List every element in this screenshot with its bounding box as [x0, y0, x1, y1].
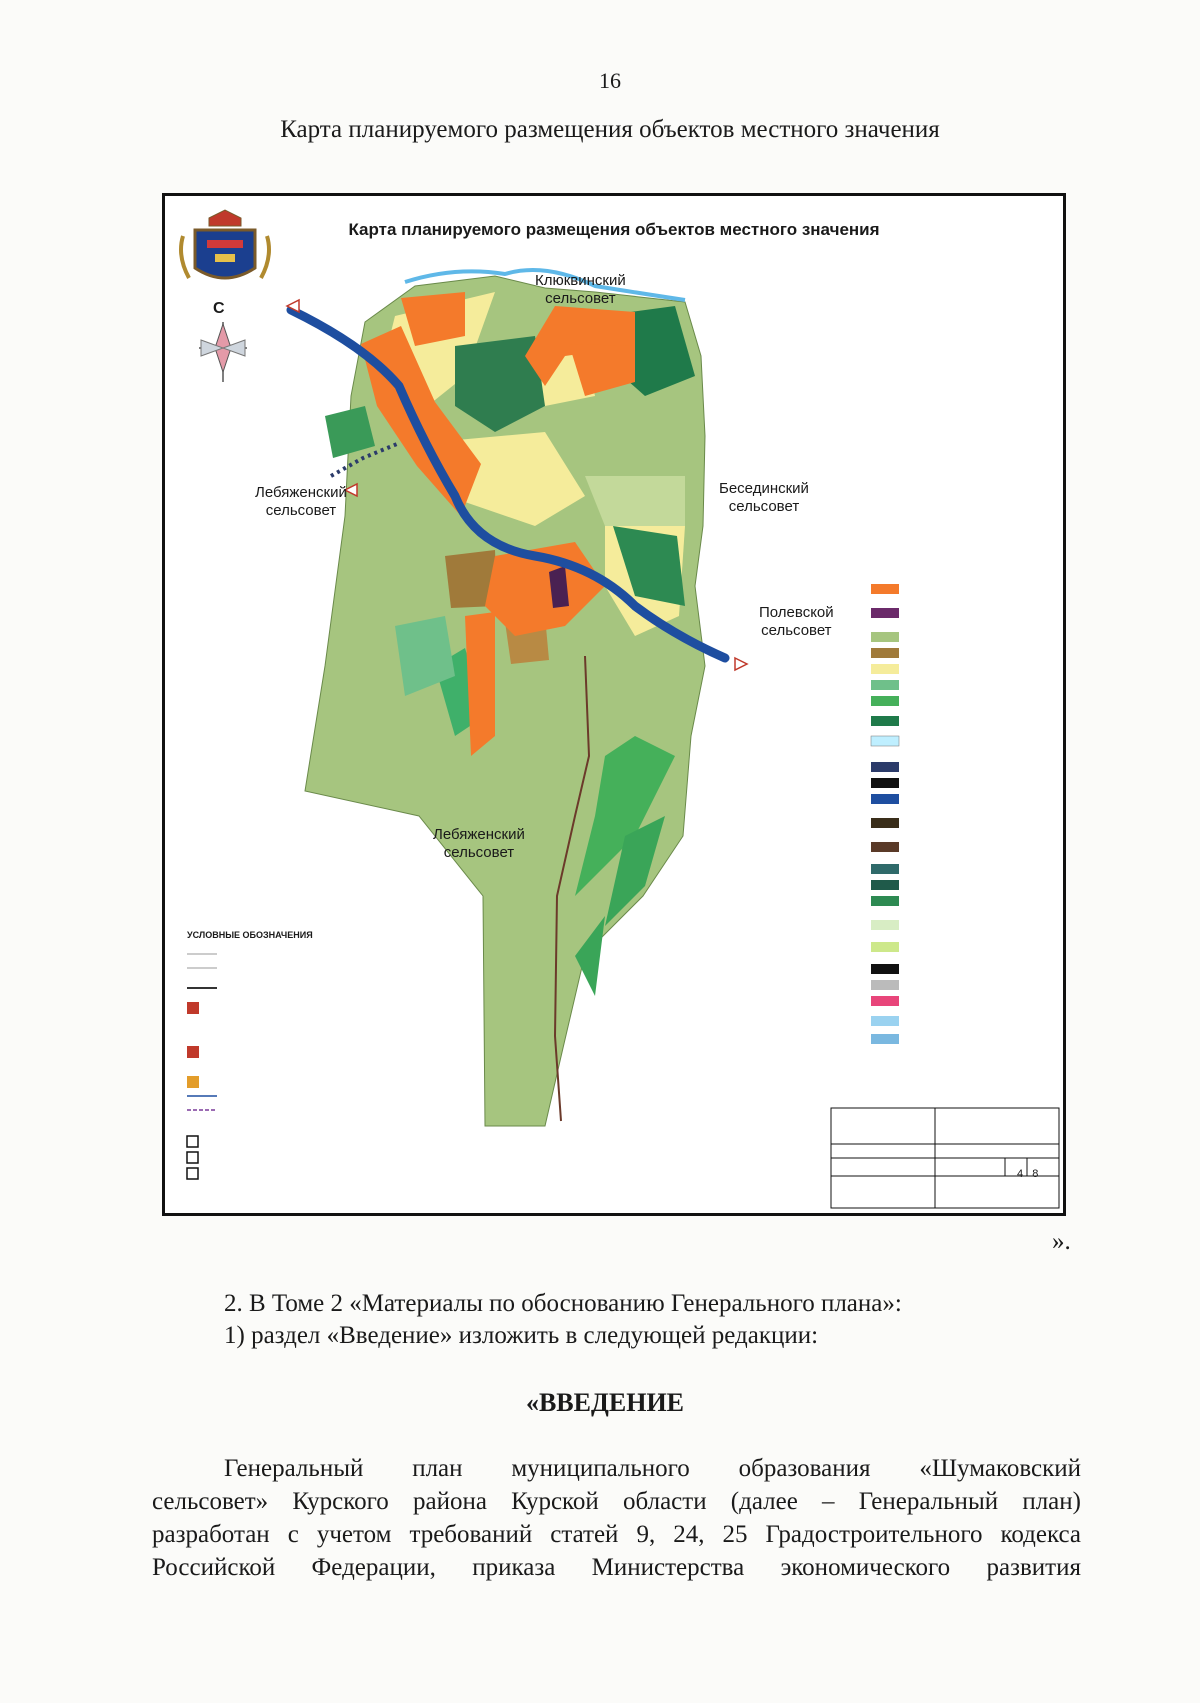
- title-block-stamp: [831, 1108, 1059, 1208]
- zone-legend: [863, 556, 1063, 1044]
- region-label-lebyazhensky-west: Лебяженский сельсовет: [255, 484, 347, 519]
- map-title: Карта планируемого размещения объектов местного значения: [348, 220, 880, 239]
- map-drawing: [165, 196, 1063, 1213]
- compass-rose-icon: [199, 322, 247, 382]
- region-label-klyukvinsky: Клюквинский сельсовет: [535, 272, 626, 307]
- page-heading: Карта планируемого размещения объектов местного значения: [280, 116, 940, 143]
- paragraph-line-4: Российской Федерации, приказа Министерства экономического развития: [152, 1554, 1081, 1581]
- stamp-sheet-numbers: 4 8: [1017, 1168, 1039, 1180]
- district-territory: [305, 270, 705, 1126]
- paragraph-line-2: сельсовет» Курского района Курской области (далее – Генеральный план): [152, 1488, 1081, 1515]
- region-label-lebyazhensky-south: Лебяженский сельсовет: [433, 826, 525, 861]
- symbol-legend: [187, 954, 217, 1179]
- compass-north-letter: С: [213, 300, 225, 317]
- region-label-polevskoy: Полевской сельсовет: [759, 604, 834, 639]
- item-2-1: 1) раздел «Введение» изложить в следующей редакции:: [224, 1322, 819, 1349]
- map-figure: [162, 193, 1066, 1216]
- paragraph-line-3: разработан с учетом требований статей 9, 24, 25 Градостроительного кодекса: [152, 1521, 1081, 1548]
- section-heading: «ВВЕДЕНИЕ: [525, 1388, 685, 1417]
- region-label-besedinsky: Бесединский сельсовет: [719, 480, 809, 515]
- page-number: 16: [599, 68, 621, 93]
- legend-title: УСЛОВНЫЕ ОБОЗНАЧЕНИЯ: [187, 930, 313, 940]
- item-2: 2. В Томе 2 «Материалы по обоснованию Генерального плана»:: [224, 1290, 902, 1317]
- paragraph-line-1: Генеральный план муниципального образования «Шумаковский: [224, 1455, 1081, 1482]
- closing-quote: ».: [1052, 1228, 1071, 1255]
